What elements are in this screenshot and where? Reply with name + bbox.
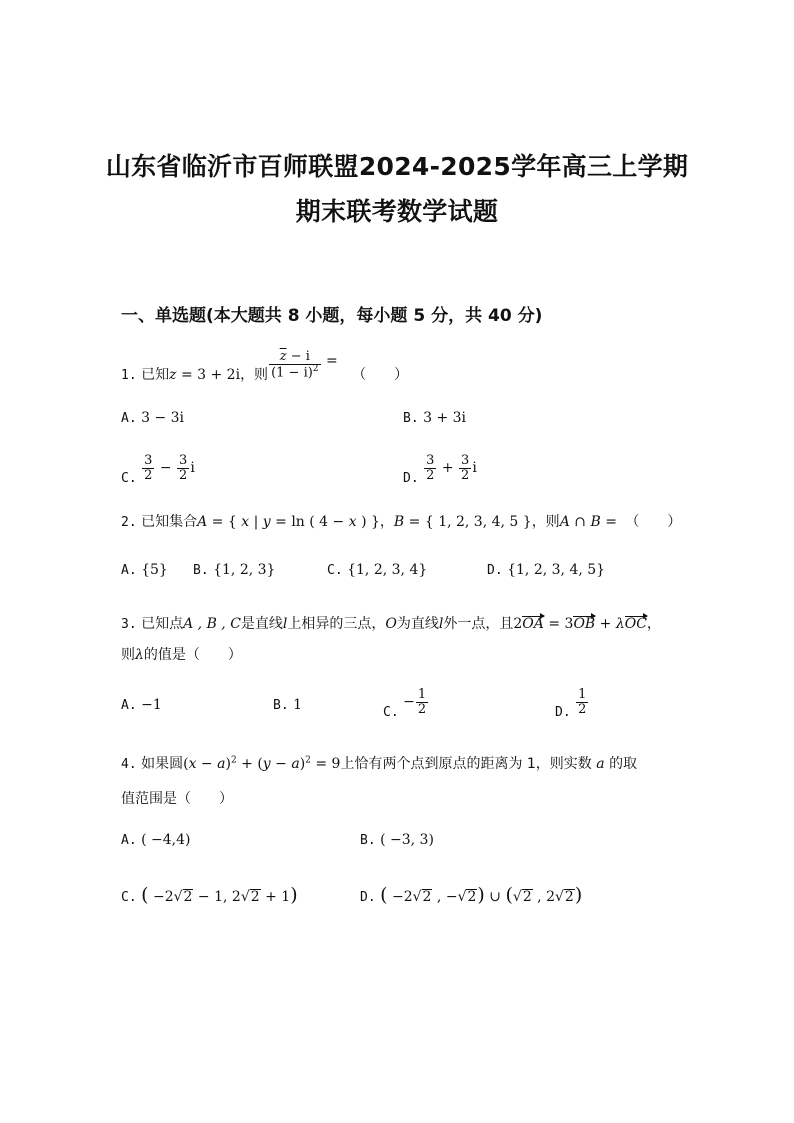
- vector-equation: 2OA = 3OB + λOC: [513, 616, 647, 632]
- option-label: B.: [273, 698, 289, 713]
- answer-paren: （ ）: [625, 514, 682, 530]
- option-label: A.: [121, 833, 137, 848]
- option-label: C.: [121, 890, 137, 905]
- option-label: A.: [121, 698, 137, 713]
- question-text: ，则: [531, 514, 560, 530]
- question-4-line2: 值范围是（ ）: [121, 791, 233, 807]
- option-label: C.: [383, 705, 399, 721]
- option-label: B.: [360, 833, 376, 848]
- option-value: ( −2√2 − 1, 2√2 + 1): [141, 884, 298, 906]
- question-text: ，则: [240, 366, 269, 383]
- q1-option-b: [403, 410, 466, 426]
- answer-paren: （ ）: [352, 366, 409, 383]
- question-3: [121, 613, 661, 633]
- option-label: A.: [121, 563, 137, 578]
- option-value: {1, 2, 3}: [213, 562, 276, 578]
- option-label: C.: [121, 471, 137, 487]
- variable-a: a: [591, 756, 610, 772]
- option-value: ( −4,4): [141, 832, 191, 848]
- question-1: [121, 350, 408, 384]
- fraction-expression: $\frac{\overline{z} - i}{(1 - i)^2}$: [271, 349, 319, 380]
- option-label: D.: [487, 563, 503, 578]
- option-value: ( −3, 3): [380, 832, 434, 848]
- question-text: 为直线: [396, 616, 439, 632]
- set-b: B = { 1, 2, 3, 4, 5 }: [393, 514, 532, 530]
- section-heading: 一、单选题(本大题共 8 小题，每小题 5 分，共 40 分): [121, 306, 543, 326]
- fraction: $\frac{3}{2}$: [144, 453, 153, 483]
- points-abc: A , B , C: [183, 616, 241, 632]
- question-text: 的取: [609, 756, 638, 772]
- page-title-line2: 期末联考数学试题: [295, 197, 499, 226]
- comma: ，: [379, 514, 394, 530]
- fraction: $\frac{3}{2}$: [426, 453, 435, 483]
- q3-option-a: [121, 697, 162, 713]
- question-number: 4.: [121, 757, 137, 772]
- line-l: l: [282, 616, 288, 632]
- fraction: $\frac{1}{2}$: [578, 687, 587, 717]
- option-label: A.: [121, 411, 137, 426]
- question-text: 是直线: [240, 616, 283, 632]
- q1-option-d: D. $\frac{3}{2}$ + $\frac{3}{2}$ i: [403, 453, 477, 487]
- option-value: {1, 2, 3, 4}: [347, 562, 428, 578]
- q4-option-c: [121, 884, 298, 906]
- question-text: 上恰有两个点到原点的距离为 1，则实数: [340, 756, 592, 772]
- q4-option-a: [121, 832, 190, 848]
- lambda: λ: [135, 647, 144, 663]
- question-text: 已知点: [141, 616, 184, 632]
- line-l: l: [438, 616, 444, 632]
- question-text: 如果圆: [141, 756, 184, 772]
- option-label: D.: [555, 705, 571, 721]
- q3-option-b: [273, 697, 302, 713]
- option-value: 3 + 3i: [423, 410, 467, 426]
- option-label: B.: [193, 563, 209, 578]
- option-value: ( −2√2 , −√2) ∪ (√2 , 2√2): [380, 884, 583, 906]
- question-number: 2.: [121, 515, 137, 530]
- question-number: 1.: [121, 367, 137, 383]
- q4-option-d: [360, 884, 582, 906]
- question-text: 则: [121, 647, 135, 663]
- q2-option-a: [121, 562, 168, 578]
- option-value: 1: [293, 697, 303, 713]
- option-value: {1, 2, 3, 4, 5}: [507, 562, 606, 578]
- question-text: 上相异的三点，: [287, 616, 386, 632]
- option-value: 3 − 3i: [141, 410, 185, 426]
- option-label: D.: [403, 471, 419, 487]
- question-4: [121, 753, 637, 773]
- circle-equation: $(x - a)^2 + (y - a)^2 = 9$: [183, 755, 341, 772]
- q1-option-c: C. $\frac{3}{2}$ − $\frac{3}{2}$ i: [121, 453, 195, 487]
- q2-option-d: [487, 562, 605, 578]
- equals-sign: =: [321, 352, 338, 369]
- comma: ，: [646, 616, 661, 632]
- fraction: $\frac{1}{2}$: [417, 687, 427, 717]
- option-label: C.: [327, 563, 343, 578]
- question-text: 的值是（ ）: [143, 647, 242, 663]
- option-value: −1: [141, 697, 162, 713]
- question-text-prefix: 已知集合: [141, 514, 198, 530]
- q4-option-b: [360, 832, 434, 848]
- page-title-line1: 山东省临沂市百师联盟2024-2025学年高三上学期: [105, 152, 689, 181]
- option-label: B.: [403, 411, 419, 426]
- q3-option-d: [555, 688, 589, 720]
- point-o: O: [385, 616, 397, 632]
- q2-option-b: [193, 562, 275, 578]
- fraction: $\frac{3}{2}$: [179, 453, 188, 483]
- question-text-prefix: 已知: [141, 366, 170, 383]
- question-2: [121, 511, 681, 531]
- intersection: A ∩ B =: [559, 514, 622, 530]
- q3-option-c: C. − $\frac{1}{2}$: [383, 687, 427, 721]
- question-3-line2: [121, 644, 242, 664]
- option-label: D.: [360, 890, 376, 905]
- q1-option-a: [121, 410, 184, 426]
- question-text: 外一点，且: [443, 616, 514, 632]
- fraction: $\frac{3}{2}$: [461, 453, 470, 483]
- option-value: {5}: [141, 562, 168, 578]
- q2-option-c: [327, 562, 427, 578]
- math-expression: z = 3 + 2i: [169, 366, 241, 383]
- set-a: A = { x | y = ln ( 4 − x ) }: [197, 514, 380, 530]
- question-number: 3.: [121, 617, 137, 632]
